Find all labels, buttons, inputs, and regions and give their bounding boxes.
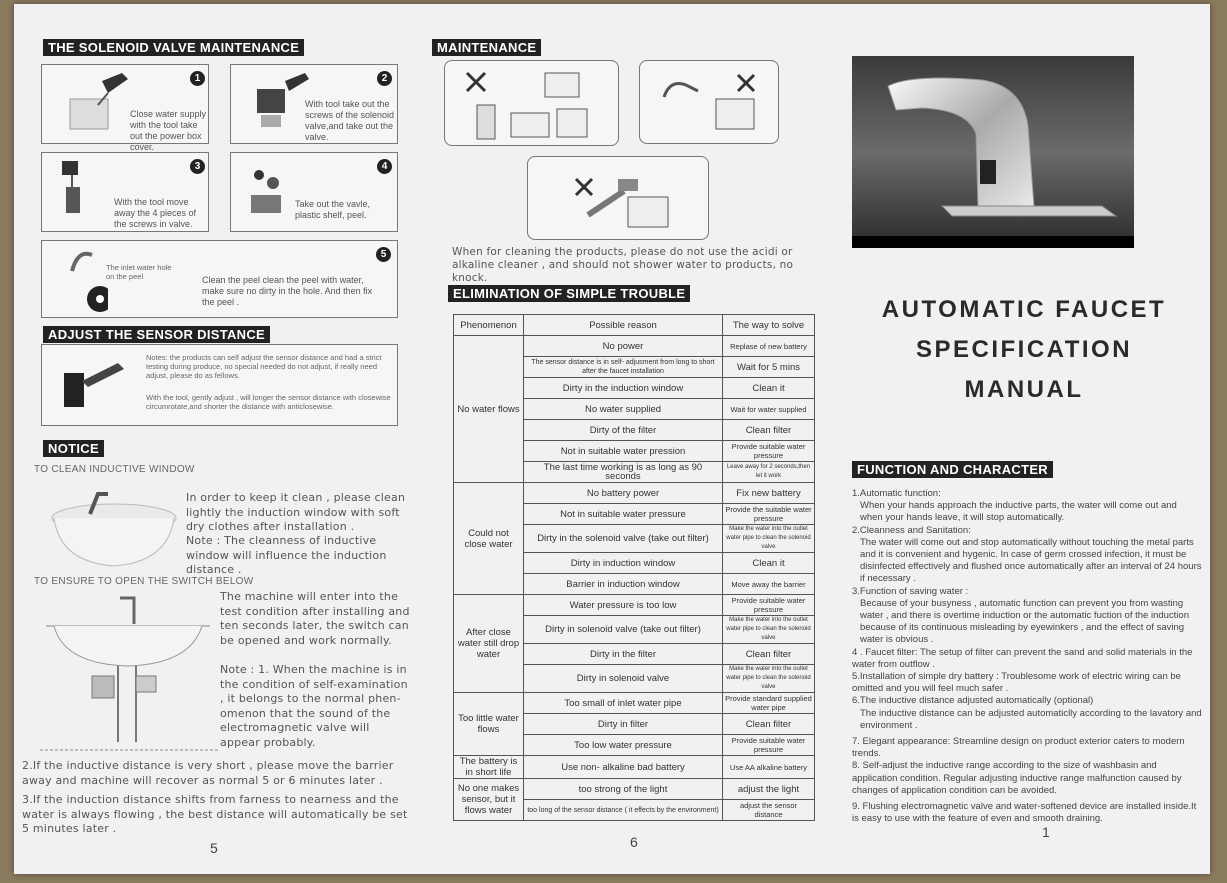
- table-row: [454, 595, 815, 616]
- reason-cell: Dirty in the solenoid valve (take out filter): [524, 525, 723, 553]
- maintenance-heading: MAINTENANCE: [432, 39, 541, 56]
- solution-cell: Wait for water supplied: [723, 399, 815, 420]
- solution-cell: Make the water into the outlet water pipe to clean the solenoid valve: [723, 525, 815, 553]
- phenomenon-cell: After close water still drop water: [454, 595, 524, 693]
- function-item: 2.Cleanness and Sanitation:: [852, 524, 971, 536]
- page-number-6: 6: [630, 834, 638, 850]
- switch-text: The machine will enter into the test condition after installing and ten seconds later, the switch can be opened and work normally.: [220, 590, 410, 647]
- reason-cell: Water pressure is too low: [524, 595, 723, 616]
- trouble-heading: ELIMINATION OF SIMPLE TROUBLE: [448, 285, 690, 302]
- washbasin-illustration: [50, 484, 182, 570]
- function-item: 4 . Faucet filter: The setup of filter can prevent the sand and solid materials in the water from outflow .: [852, 646, 1193, 670]
- step-2-text: With tool take out the screws of the solenoid valve,and take out the valve.: [305, 99, 395, 142]
- solution-cell: Provide suitable water pressure: [723, 441, 815, 462]
- note-3: 3.If the induction distance shifts from farness to nearness and the water is always flowing , the best distance will automatically be set 5 minutes later .: [22, 793, 408, 835]
- step-1-number: 1: [190, 71, 205, 86]
- solution-cell: adjust the light: [723, 779, 815, 800]
- reason-cell: Dirty of the filter: [524, 420, 723, 441]
- note-2: 2.If the inductive distance is very short , please move the barrier away and machine will recover as normal 5 or 6 minutes later .: [22, 759, 394, 787]
- title-line-1: AUTOMATIC FAUCET: [881, 296, 1167, 323]
- function-item: 7. Elegant appearance: Streamline design on product exterior caters to modern trends.: [852, 736, 1185, 760]
- solution-cell: Clean filter: [723, 420, 815, 441]
- col-solution: The way to solve: [723, 315, 815, 336]
- page-6: [432, 4, 822, 874]
- no-cleaner-box: [444, 60, 619, 146]
- no-shower-box: [639, 60, 779, 144]
- solenoid-valve-illustration: [241, 71, 311, 136]
- phenomenon-cell: No water flows: [454, 336, 524, 483]
- function-item: 6.The inductive distance adjusted automatically (optional): [852, 695, 1094, 707]
- no-knock-box: [527, 156, 709, 240]
- valve-parts-illustration: [241, 161, 297, 227]
- reason-cell: Dirty in solenoid valve (take out filter): [524, 616, 723, 644]
- sensor-box: [41, 344, 398, 426]
- no-spray-illustration: [640, 61, 780, 145]
- no-hammer-illustration: [528, 157, 710, 241]
- solution-cell: Replase of new battery: [723, 336, 815, 357]
- page-number-1: 1: [1042, 824, 1050, 840]
- step-3-text: With the tool move away the 4 pieces of the screws in valve.: [114, 197, 197, 229]
- clean-window-text: In order to keep it clean , please clean lightly the induction window with soft dry clothes after installation .: [186, 491, 406, 533]
- function-item: Because of your busyness , automatic function can prevent you from wasting water , and there is overtime induction or the automatic fuction of the induction because of its continuous misleading by eyewinkers , and the effect of saving water is obvious .: [860, 597, 1189, 646]
- no-chemicals-illustration: [445, 61, 620, 147]
- power-box-illustration: [62, 71, 132, 136]
- step-4-text: Take out the vavle, plastic shelf, peel.: [295, 199, 371, 220]
- solution-cell: adjust the sensor distance: [723, 800, 815, 821]
- phenomenon-cell: Too little water flows: [454, 693, 524, 756]
- reason-cell: Too low water pressure: [524, 735, 723, 756]
- sensor-note-2: With the tool, gently adjust , will longer the sensor distance with closewise circumrotate,and shorter the distance with anticlosewise.: [146, 393, 391, 411]
- function-item: 9. Flushing electromagnetic valve and water-softened device are installed inside.It is easy to use with the feature of even and smooth draining.: [852, 801, 1197, 825]
- title-line-3: MANUAL: [964, 376, 1084, 403]
- step-2-number: 2: [377, 71, 392, 86]
- solution-cell: Clean filter: [723, 644, 815, 665]
- solution-cell: Provide standard supplied water pipe: [723, 693, 815, 714]
- phenomenon-cell: Could not close water: [454, 483, 524, 595]
- sensor-note-1: Notes: the products can self adjust the sensor distance and had a strict testing during produce, no special needed do not adjust, if really need adjust, please do as fellows.: [146, 353, 382, 380]
- reason-cell: Not in suitable water pressure: [524, 504, 723, 525]
- solution-cell: Use AA alkaline battery: [723, 756, 815, 779]
- function-heading: FUNCTION AND CHARACTER: [852, 461, 1053, 478]
- table-row: [454, 483, 815, 504]
- reason-cell: Too small of inlet water pipe: [524, 693, 723, 714]
- function-item: 1.Automatic function:: [852, 488, 941, 499]
- solution-cell: Fix new battery: [723, 483, 815, 504]
- step-1-text: Close water supply with the tool take out the power box cover.: [130, 109, 207, 152]
- function-item: The water will come out and stop automatically without touching the metal parts and it is convenient and hygenic. In case of germ crossed infection, it must be disinfected effectively and flushed once automatically after an interval of 24 hours if necessary .: [860, 536, 1202, 585]
- solenoid-maintenance-heading: THE SOLENOID VALVE MAINTENANCE: [43, 39, 304, 56]
- reason-cell: No power: [524, 336, 723, 357]
- clean-window-note: Note : The cleanness of inductive window will influence the induction distance .: [186, 534, 387, 576]
- reason-cell: too strong of the light: [524, 779, 723, 800]
- adjust-sensor-heading: ADJUST THE SENSOR DISTANCE: [43, 326, 270, 343]
- reason-cell: Dirty in the filter: [524, 644, 723, 665]
- reason-cell: Not in suitable water pression: [524, 441, 723, 462]
- step-3-number: 3: [190, 159, 205, 174]
- reason-cell: Use non- alkaline bad battery: [524, 756, 723, 779]
- page-number-5: 5: [210, 840, 218, 856]
- installation-diagram: [40, 592, 220, 756]
- switch-note: Note : 1. When the machine is in the condition of self-examination , it belongs to the normal phen-omenon that the sound of the electromagnetic valve will appear probably.: [220, 663, 408, 749]
- solution-cell: Make the water into the outlet water pipe to clean the solenoid valve: [723, 665, 815, 693]
- trouble-table: [453, 314, 815, 821]
- phenomenon-cell: No one makes sensor, but it flows water: [454, 779, 524, 821]
- solution-cell: Provide suitable water pressure: [723, 595, 815, 616]
- step-1-box: [41, 64, 209, 152]
- solution-cell: Wait for 5 mins: [723, 357, 815, 378]
- step-5-number: 5: [376, 247, 391, 262]
- table-row: [454, 336, 815, 357]
- notice-heading: NOTICE: [43, 440, 104, 457]
- inlet-peel-illustration: [48, 245, 108, 315]
- table-row: [454, 756, 815, 779]
- reason-cell: Dirty in the induction window: [524, 378, 723, 399]
- table-header-row: [454, 315, 815, 336]
- step-4-number: 4: [377, 159, 392, 174]
- step-3-box: [41, 152, 209, 232]
- sensor-adjust-illustration: [48, 351, 138, 417]
- clean-window-subheading: TO CLEAN INDUCTIVE WINDOW: [34, 464, 195, 475]
- solution-cell: Make the water into the outlet water pipe to clean the solenoid valve: [723, 616, 815, 644]
- solution-cell: Clean it: [723, 378, 815, 399]
- function-item: 5.Installation of simple dry battery : Troublesome work of electric wiring can be omitted and you will feel much safer .: [852, 671, 1181, 695]
- step-5-text: Clean the peel clean the peel with water, make sure no dirty in the hole. And then fix the peel .: [202, 275, 373, 307]
- manual-sheet: [14, 4, 1210, 874]
- open-switch-subheading: TO ENSURE TO OPEN THE SWITCH BELOW: [34, 576, 254, 587]
- title-line-2: SPECIFICATION: [915, 336, 1133, 363]
- reason-cell: Dirty in solenoid valve: [524, 665, 723, 693]
- reason-cell: No battery power: [524, 483, 723, 504]
- faucet-icon: [852, 56, 1134, 248]
- reason-cell: Dirty in induction window: [524, 553, 723, 574]
- solution-cell: Clean filter: [723, 714, 815, 735]
- solution-cell: Provide the suitable water pressure: [723, 504, 815, 525]
- page-5: [22, 4, 417, 874]
- faucet-photo: [852, 56, 1134, 248]
- function-list: [852, 488, 1202, 825]
- reason-cell: The sensor distance is in self- adjusment from long to short after the faucet installation: [524, 357, 723, 378]
- screwdriver-illustration: [48, 157, 98, 229]
- page-1: [834, 4, 1214, 874]
- solution-cell: Move away the barrier: [723, 574, 815, 595]
- function-item: When your hands approach the inductive parts, the water will come out and when your hands leave, it will stop automatically.: [860, 500, 1177, 524]
- step-5-box: [41, 240, 398, 318]
- step-2-box: [230, 64, 398, 144]
- reason-cell: No water supplied: [524, 399, 723, 420]
- solution-cell: Clean it: [723, 553, 815, 574]
- step-5-label: The inlet water hole on the peel: [106, 263, 172, 281]
- reason-cell: too long of the sensor distance ( it effects by the environment): [524, 800, 723, 821]
- table-row: [454, 779, 815, 800]
- col-reason: Possible reason: [524, 315, 723, 336]
- reason-cell: Barrier in induction window: [524, 574, 723, 595]
- step-4-box: [230, 152, 398, 232]
- phenomenon-cell: The battery is in short life: [454, 756, 524, 779]
- solution-cell: Leave away for 2 seconds,then let it work: [723, 462, 815, 483]
- function-item: The inductive distance can be adjusted automaticlly according to the lavatory and environment .: [860, 707, 1202, 731]
- function-item: 3.Function of saving water :: [852, 585, 969, 597]
- solution-cell: Provide suitable water pressure: [723, 735, 815, 756]
- reason-cell: The last time working is as long as 90 seconds: [524, 462, 723, 483]
- function-item: 8. Self-adjust the inductive range according to the size of washbasin and application condition. Regular adjusting inductive range malfunction caused by changes of application condition can be avoided.: [852, 760, 1182, 796]
- table-row: [454, 693, 815, 714]
- reason-cell: Dirty in filter: [524, 714, 723, 735]
- col-phenomenon: Phenomenon: [454, 315, 524, 336]
- maintenance-text: When for cleaning the products, please do not use the acidi or alkaline cleaner , and should not shower water to products, no knock.: [452, 246, 794, 284]
